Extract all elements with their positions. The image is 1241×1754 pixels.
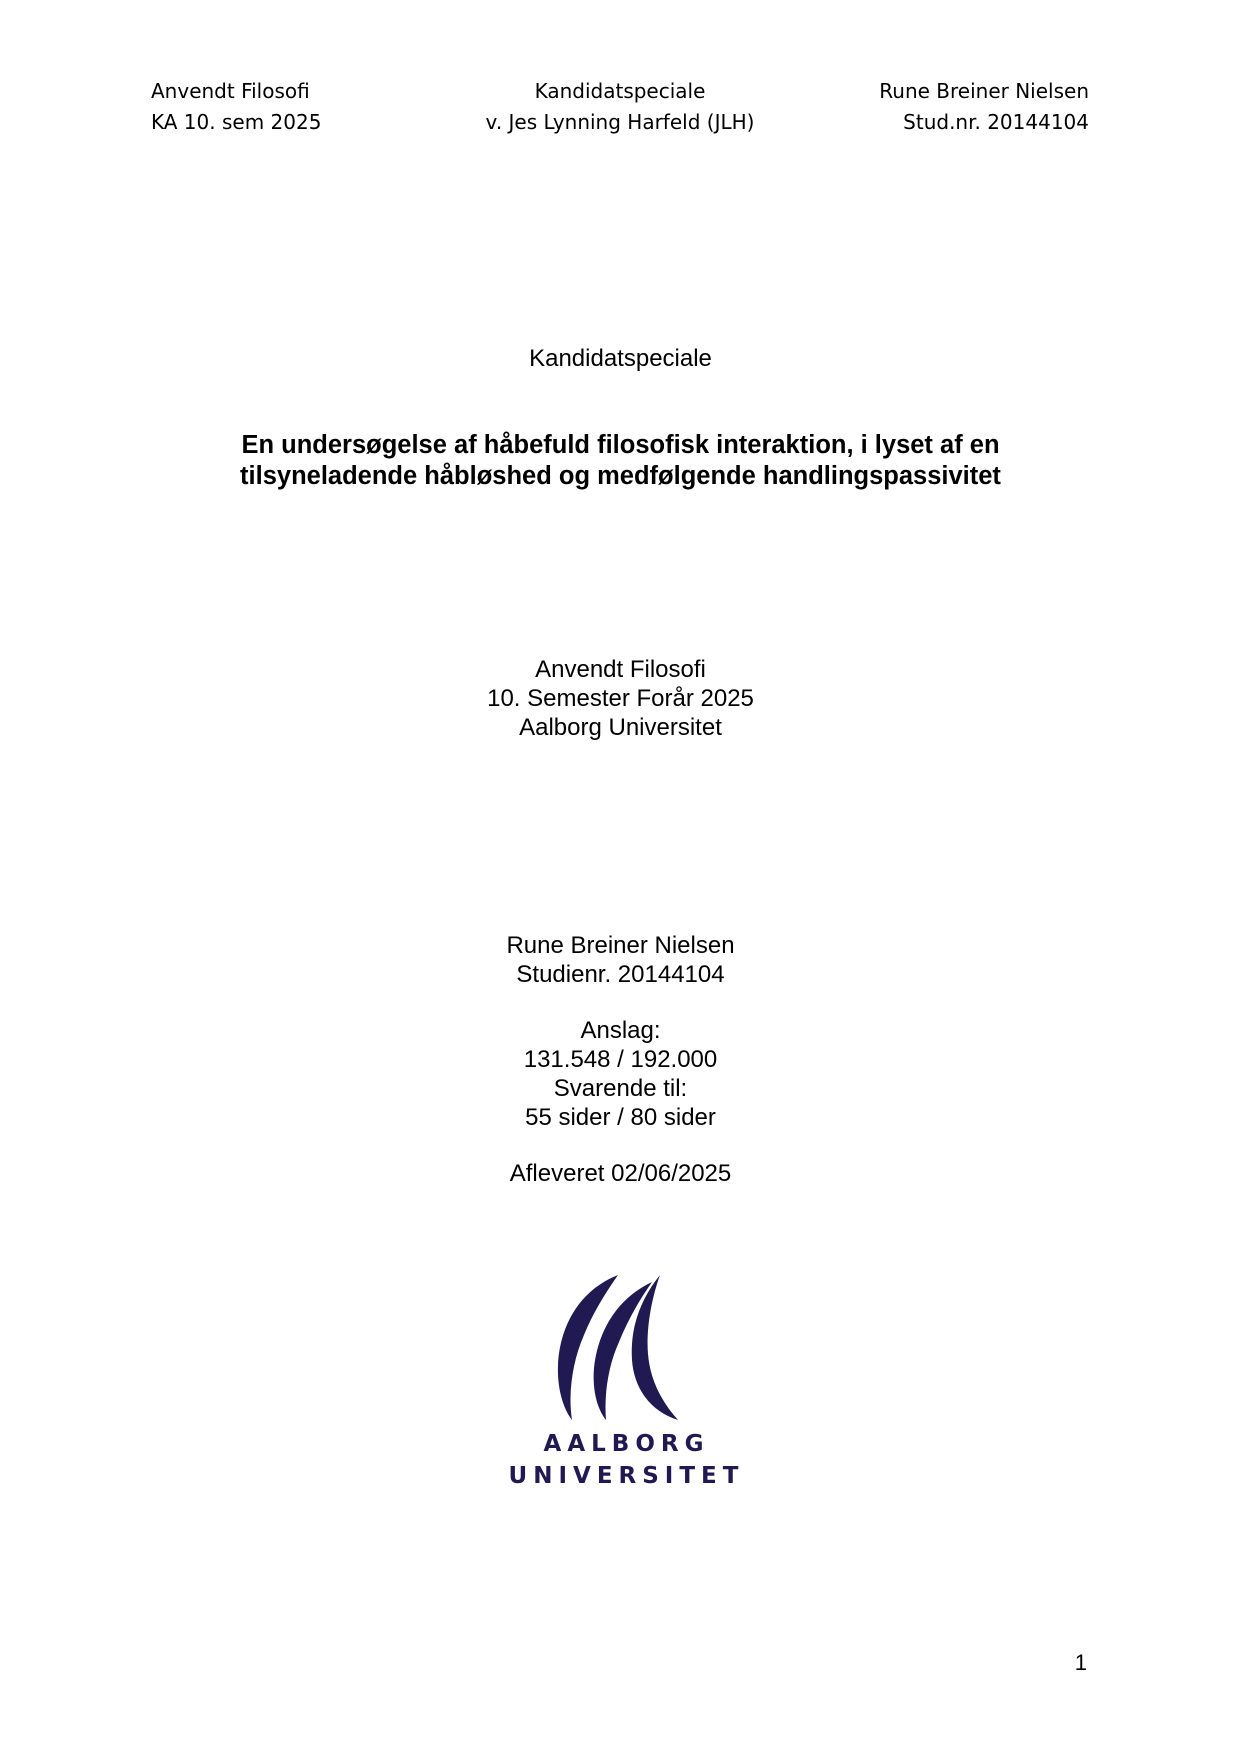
author-info — [0, 931, 1241, 989]
logo-wordmark-line: UNIVERSITET — [508, 1463, 745, 1489]
thesis-title-line: tilsyneladende håbløshed og medfølgende handlingspassivitet — [240, 462, 1001, 490]
program-line: 10. Semester Forår 2025 — [487, 685, 754, 712]
page-number: 1 — [1074, 1650, 1087, 1675]
header-left-line: Anvendt Filosofi — [151, 79, 310, 103]
submission-date: Afleveret 02/06/2025 — [509, 1160, 732, 1187]
count-line: Svarende til: — [553, 1075, 688, 1102]
program-line: Aalborg Universitet — [519, 714, 722, 741]
header-left — [151, 76, 321, 138]
logo-wordmark-line: AALBORG — [543, 1431, 710, 1457]
count-line: 55 sider / 80 sider — [525, 1104, 716, 1131]
document-type: Kandidatspeciale — [529, 345, 712, 372]
header-center — [420, 76, 820, 138]
header-center-line: v. Jes Lynning Harfeld (JLH) — [485, 110, 755, 134]
program-line: Anvendt Filosofi — [535, 656, 706, 683]
author-line: Rune Breiner Nielsen — [506, 932, 735, 959]
thesis-title-line: En undersøgelse af håbefuld filosofisk interaktion, i lyset af en — [241, 431, 1000, 459]
header-center-line: Kandidatspeciale — [534, 79, 706, 103]
count-line: 131.548 / 192.000 — [523, 1046, 718, 1073]
header-right — [879, 76, 1089, 138]
thesis-title — [0, 430, 1241, 492]
header-left-line: KA 10. sem 2025 — [151, 110, 322, 134]
count-line: Anslag: — [580, 1017, 661, 1044]
header-right-line: Rune Breiner Nielsen — [879, 79, 1089, 103]
header-right-line: Stud.nr. 20144104 — [903, 110, 1089, 134]
author-line: Studienr. 20144104 — [516, 961, 725, 988]
character-count-info — [0, 1016, 1241, 1132]
program-info — [0, 655, 1241, 742]
